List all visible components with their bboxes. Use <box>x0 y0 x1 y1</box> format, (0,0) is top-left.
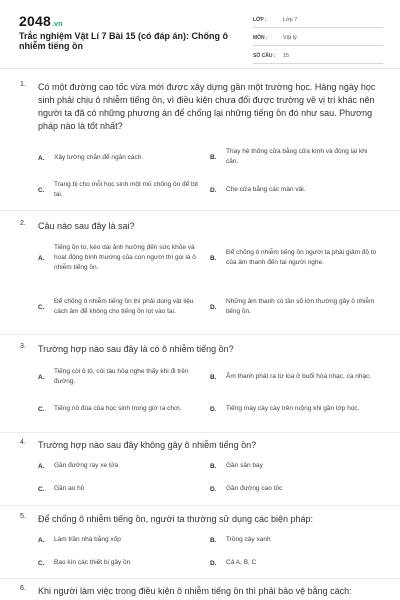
option-text: Gần sân bay <box>226 462 263 469</box>
option-letter: A. <box>38 254 45 262</box>
question-text: Câu nào sau đây là sai? <box>38 221 135 231</box>
option-letter: B. <box>210 373 217 381</box>
option-text: Tiếng ồn to, kéo dài ảnh hưởng đến sức khỏe và hoạt động bình thường của con người thì gọi là ô nhiễm tiếng ồn. <box>54 244 196 271</box>
question-text: Để chống ô nhiễm tiếng ồn, người ta thường sử dụng các biện pháp: <box>38 514 314 524</box>
meta-row-count <box>253 48 383 64</box>
option-d[interactable] <box>210 183 380 197</box>
question-text: Khi người làm việc trong điều kiện ô nhiễm tiếng ồn thì phải bảo vệ bằng cách: <box>38 586 352 596</box>
option-letter: C. <box>38 559 45 567</box>
option-letter: C. <box>38 405 45 413</box>
option-a[interactable] <box>38 242 206 274</box>
option-d[interactable] <box>210 556 380 570</box>
option-b[interactable] <box>210 145 380 169</box>
option-c[interactable] <box>38 482 206 496</box>
meta-row-class <box>253 12 383 28</box>
question-divider <box>0 210 400 211</box>
question-divider <box>0 334 400 335</box>
question-text: Có một đường cao tốc vừa mới được xây dựng gần một trường học. Hàng ngày học sinh phải chịu ô nhiễm tiếng ồn, vì điều kiện chưa đổi được trường về vị trí khác nên người ta đã có những phương án để chống lại những tiếng ồn đó như sau. Phương pháp nào là tốt nhất? <box>38 82 376 131</box>
option-b[interactable] <box>210 533 380 547</box>
option-a[interactable] <box>38 533 206 547</box>
meta-key: MÔN : <box>253 34 268 41</box>
option-text: Gần đường ray xe lửa <box>54 462 119 469</box>
option-text: Làm trần nhà bằng xốp <box>54 536 121 543</box>
option-letter: A. <box>38 462 45 470</box>
meta-row-subject <box>253 30 383 46</box>
option-b[interactable] <box>210 365 380 389</box>
option-d[interactable] <box>210 296 380 318</box>
option-text: Gần đường cao tốc <box>226 485 283 492</box>
option-text: Âm thanh phát ra từ loa ở buổi hòa nhạc, ca nhạc. <box>226 373 372 380</box>
option-c[interactable] <box>38 291 206 323</box>
option-text: Cả A, B, C <box>226 559 257 566</box>
option-a[interactable] <box>38 459 206 473</box>
option-letter: B. <box>210 536 217 544</box>
option-text: Bao kín các thiết bị gây ồn <box>54 559 131 566</box>
option-letter: D. <box>210 303 217 311</box>
option-letter: C. <box>38 186 45 194</box>
meta-key: LỚP : <box>253 16 267 23</box>
option-b[interactable] <box>210 459 380 473</box>
option-text: Tiếng nô đùa của học sinh trong giờ ra chơi. <box>54 405 182 412</box>
option-text: Để chống ô nhiễm tiếng ồn thì phải dùng vật liệu cách âm để không cho tiếng ồn lọt vào tai. <box>54 298 194 315</box>
option-letter: B. <box>210 254 217 262</box>
option-text: Trồng cây xanh <box>226 536 271 543</box>
option-letter: B. <box>210 153 217 161</box>
page-header <box>0 0 400 70</box>
option-letter: D. <box>210 559 217 567</box>
option-letter: C. <box>38 303 45 311</box>
option-text: Trang bị cho mỗi học sinh một mũ chống ồn để bịt tai. <box>54 181 198 198</box>
option-text: Tiếng máy cày cày trên ruộng khi gần lớp học. <box>226 405 360 412</box>
option-letter: D. <box>210 485 217 493</box>
meta-key: SỐ CÂU : <box>253 52 276 59</box>
option-c[interactable] <box>38 397 206 421</box>
option-text: Những âm thanh có tần số lớn thường gây ô nhiễm tiếng ồn. <box>226 298 375 315</box>
option-text: Thay hệ thống cửa bằng cửa kính và đóng lại khi cần. <box>226 148 368 165</box>
option-letter: A. <box>38 154 45 162</box>
option-letter: D. <box>210 405 217 413</box>
question-divider <box>0 505 400 506</box>
option-c[interactable] <box>38 178 198 202</box>
option-letter: A. <box>38 536 45 544</box>
option-text: Gần ao hồ <box>54 485 85 492</box>
option-b[interactable] <box>210 242 380 274</box>
question-divider <box>0 432 400 433</box>
option-letter: D. <box>210 186 217 194</box>
option-text: Tiếng còi ô tô, còi tàu hỏa nghe thấy khi đi trên đường. <box>54 368 189 385</box>
option-letter: A. <box>38 373 45 381</box>
option-a[interactable] <box>38 365 206 389</box>
question-number: 2. <box>20 220 26 227</box>
option-d[interactable] <box>210 397 380 421</box>
question-divider <box>0 578 400 579</box>
question-number: 5. <box>20 513 26 520</box>
option-letter: C. <box>38 485 45 493</box>
page-title: Trắc nghiệm Vật Lí 7 Bài 15 (có đáp án): Chống ô nhiễm tiếng ồn <box>19 31 229 51</box>
meta-value: Vật lý <box>283 34 297 41</box>
question-number: 3. <box>20 343 26 350</box>
option-letter: B. <box>210 462 217 470</box>
quiz-meta <box>253 12 383 66</box>
option-d[interactable] <box>210 482 380 496</box>
question-number: 6. <box>20 585 26 592</box>
option-text: Để chống ô nhiễm tiếng ồn người ta phải giảm độ to của âm thanh đến tai người nghe. <box>226 249 377 266</box>
question-text: Trường hợp nào sau đây là có ô nhiễm tiếng ồn? <box>38 344 234 354</box>
option-a[interactable] <box>38 151 198 165</box>
question-number: 4. <box>20 439 26 446</box>
question-number: 1. <box>20 81 26 88</box>
site-logo[interactable]: 2048.vn <box>19 13 63 29</box>
option-text: Che cửa bằng các màn vải. <box>226 186 306 193</box>
option-text: Xây tường chắn để ngăn cách. <box>54 154 144 161</box>
meta-value: 15 <box>283 52 290 59</box>
question-text: Trường hợp nào sau đây không gây ô nhiễm tiếng ồn? <box>38 440 257 450</box>
header-divider <box>0 68 400 69</box>
meta-value: Lớp 7 <box>283 16 298 23</box>
option-c[interactable] <box>38 556 206 570</box>
